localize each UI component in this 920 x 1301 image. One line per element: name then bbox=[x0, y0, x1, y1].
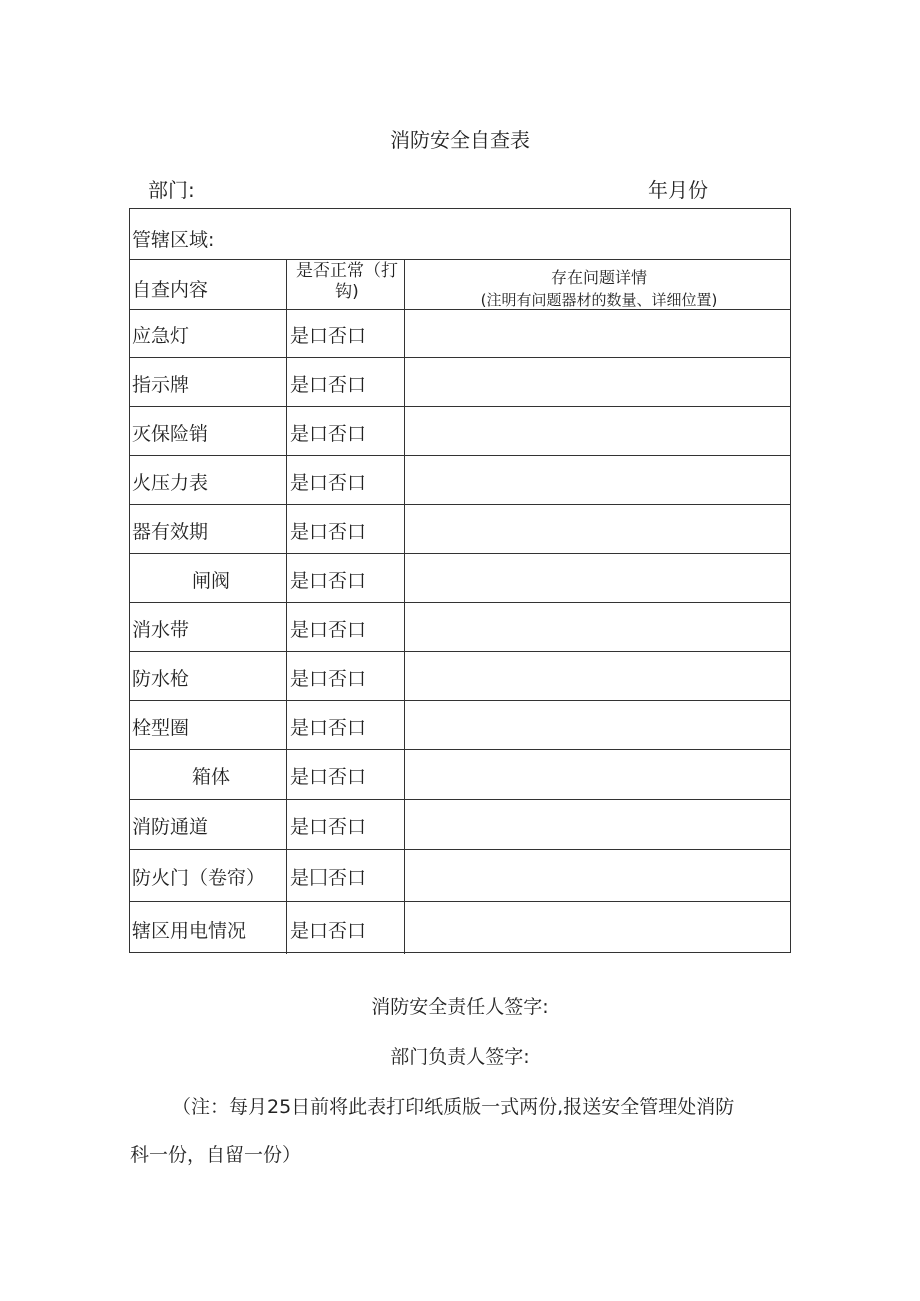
column-header-detail bbox=[406, 267, 792, 307]
row-detail-cell[interactable] bbox=[406, 309, 790, 357]
row-item-label: 器有效期 bbox=[132, 520, 209, 543]
row-status-checkbox[interactable]: 是口否口 bbox=[290, 766, 367, 788]
row-status-checkbox[interactable]: 是口否口 bbox=[290, 816, 367, 838]
row-detail-cell[interactable] bbox=[406, 749, 790, 799]
row-status-checkbox[interactable]: 是口否口 bbox=[290, 919, 367, 942]
row-status-checkbox[interactable]: 是口否口 bbox=[290, 618, 367, 641]
row-detail-cell[interactable] bbox=[406, 700, 790, 749]
row-status-checkbox[interactable]: 是口否口 bbox=[290, 325, 367, 347]
row-detail-cell[interactable] bbox=[406, 799, 790, 849]
row-item-label: 栓型圈 bbox=[132, 716, 190, 739]
detail-subtitle: (注明有问题器材的数量、详细位置) bbox=[480, 291, 718, 307]
row-detail-cell[interactable] bbox=[406, 602, 790, 651]
row-detail-cell[interactable] bbox=[406, 849, 790, 901]
row-item-label: 辖区用电情况 bbox=[132, 919, 247, 942]
row-item-label: 箱体 bbox=[192, 766, 231, 788]
note-line-2: 科一份，自留一份） bbox=[130, 1144, 302, 1166]
safety-officer-signature-label: 消防安全责任人签字: bbox=[371, 996, 549, 1018]
row-item-label: 指示牌 bbox=[132, 373, 190, 396]
row-status-checkbox[interactable]: 是口否口 bbox=[290, 667, 367, 690]
row-detail-cell[interactable] bbox=[406, 455, 790, 504]
row-item-label: 应急灯 bbox=[132, 325, 190, 347]
row-status-checkbox[interactable]: 是口否口 bbox=[290, 471, 367, 494]
column-header-status: 是否正常（打钩) bbox=[296, 261, 398, 302]
column-header-item: 自查内容 bbox=[132, 279, 209, 301]
row-item-label: 火压力表 bbox=[132, 471, 209, 494]
row-status-checkbox[interactable]: 是口否口 bbox=[290, 716, 367, 739]
department-label: 部门: bbox=[148, 178, 195, 202]
row-status-checkbox[interactable]: 是口否口 bbox=[290, 520, 367, 543]
note-line-1: （注：每月25日前将此表打印纸质版一式两份,报送安全管理处消防 bbox=[172, 1096, 735, 1118]
month-label: 年月份 bbox=[648, 178, 708, 202]
row-detail-cell[interactable] bbox=[406, 504, 790, 553]
table-divider bbox=[130, 259, 790, 260]
row-status-checkbox[interactable]: 是口否口 bbox=[290, 373, 367, 396]
row-status-checkbox[interactable]: 是口否口 bbox=[290, 422, 367, 445]
row-detail-cell[interactable] bbox=[406, 901, 790, 954]
row-detail-cell[interactable] bbox=[406, 553, 790, 602]
row-detail-cell[interactable] bbox=[406, 651, 790, 700]
row-status-checkbox[interactable]: 是口否口 bbox=[290, 569, 367, 592]
page-title: 消防安全自查表 bbox=[390, 128, 530, 152]
dept-head-signature-label: 部门负责人签字: bbox=[390, 1046, 530, 1068]
row-item-label: 消水带 bbox=[132, 618, 190, 641]
row-status-checkbox[interactable]: 是囗否口 bbox=[290, 867, 367, 889]
detail-title: 存在问题详情 bbox=[550, 268, 647, 287]
row-detail-cell[interactable] bbox=[406, 357, 790, 406]
area-label: 管辖区域: bbox=[132, 229, 215, 251]
row-item-label: 防水枪 bbox=[132, 667, 190, 690]
row-item-label: 防火门（卷帘） bbox=[132, 867, 266, 889]
row-item-label: 消防通道 bbox=[132, 816, 209, 838]
row-detail-cell[interactable] bbox=[406, 406, 790, 455]
row-item-label: 闸阀 bbox=[192, 569, 231, 592]
inspection-table bbox=[129, 208, 791, 953]
row-item-label: 灭保险销 bbox=[132, 422, 209, 445]
